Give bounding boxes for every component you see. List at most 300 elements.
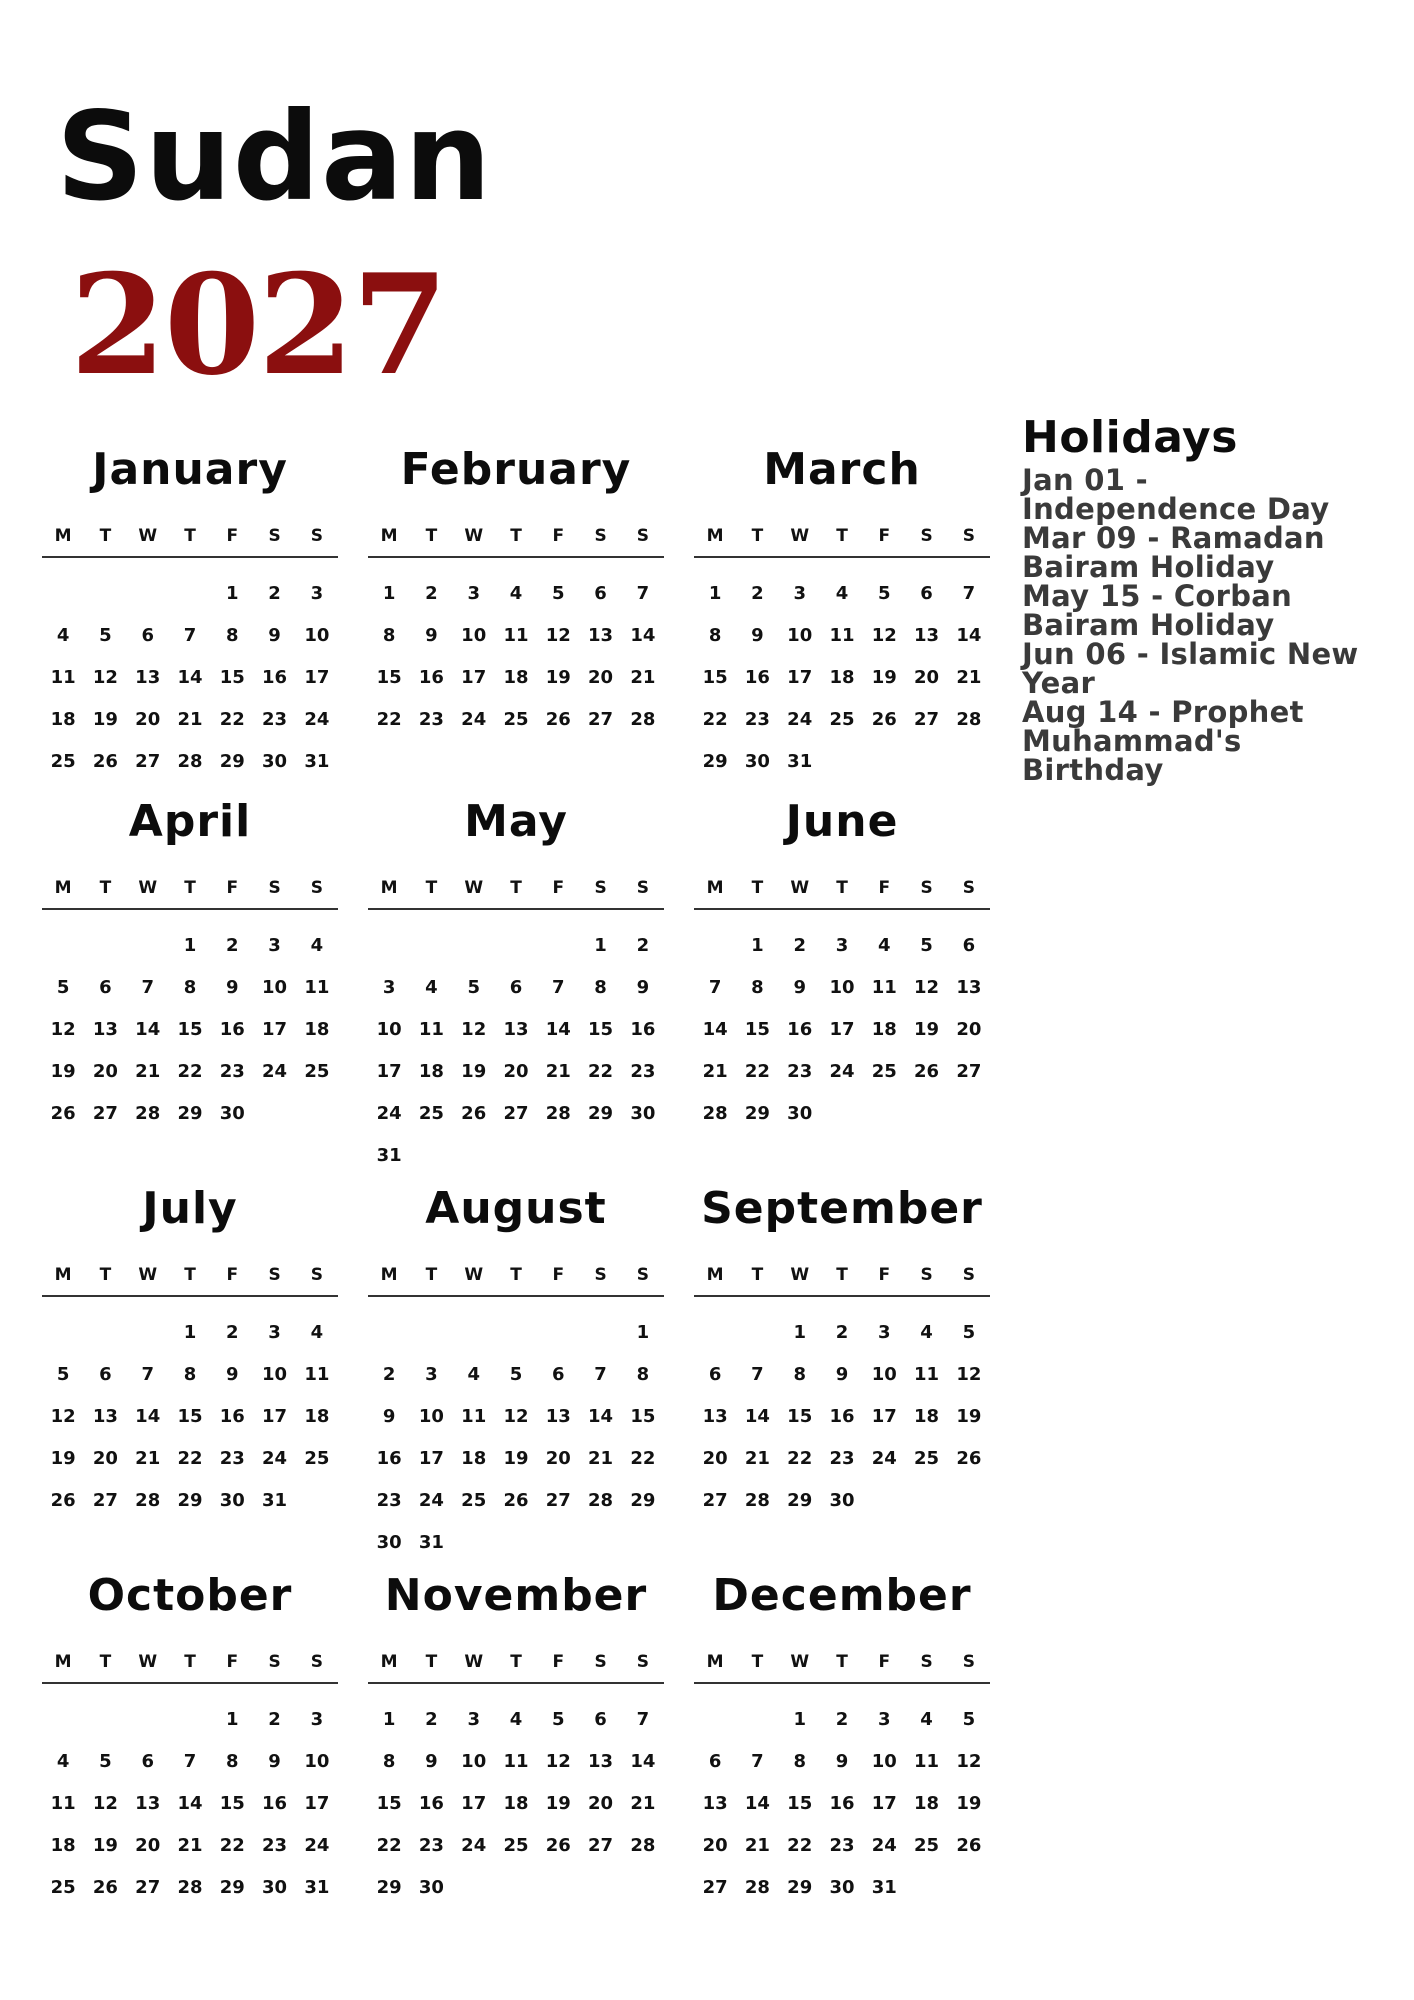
day-cell: 8 [183, 1364, 197, 1385]
weekday-label: S [636, 526, 649, 546]
weekday-label: F [552, 878, 565, 898]
day-cell: 28 [177, 1877, 203, 1898]
day-cell: 23 [262, 709, 288, 730]
day-cell: 18 [871, 1019, 897, 1040]
weekday-label: S [636, 1652, 649, 1672]
weekday-label: M [380, 526, 398, 546]
day-cell: 17 [418, 1448, 444, 1469]
weekday-label: T [751, 878, 764, 898]
day-cell: 15 [219, 667, 245, 688]
day-cell: 27 [92, 1490, 118, 1511]
day-cell: 4 [310, 1322, 324, 1343]
day-cell: 17 [461, 1793, 487, 1814]
weekday-label: M [380, 1652, 398, 1672]
day-cell: 7 [962, 583, 976, 604]
day-cell: 25 [50, 1877, 76, 1898]
weekday-header-row [694, 526, 990, 546]
day-cell: 19 [956, 1406, 982, 1427]
weekday-label: W [464, 1265, 484, 1285]
empty-cell [84, 1312, 126, 1354]
day-cell: 8 [226, 1751, 239, 1772]
day-cell: 28 [702, 1103, 728, 1124]
day-cell: 15 [588, 1019, 614, 1040]
day-cell: 27 [588, 709, 614, 730]
day-cell: 24 [418, 1490, 444, 1511]
days-grid [368, 1699, 664, 1909]
day-cell: 13 [956, 977, 982, 998]
month-name: April [128, 796, 252, 847]
day-cell: 10 [304, 625, 330, 646]
day-cell: 9 [425, 1751, 438, 1772]
empty-cell [42, 1312, 84, 1354]
day-cell: 30 [787, 1103, 813, 1124]
day-cell: 26 [545, 1835, 571, 1856]
weekday-label: W [138, 526, 158, 546]
days-grid [42, 1699, 338, 1909]
weekday-label: M [380, 1265, 398, 1285]
day-cell: 2 [268, 1709, 281, 1730]
header-divider [694, 908, 990, 910]
empty-cell [127, 1312, 169, 1354]
empty-cell [453, 1312, 495, 1354]
day-cell: 27 [545, 1490, 571, 1511]
day-cell: 3 [467, 583, 480, 604]
day-cell: 28 [177, 751, 203, 772]
day-cell: 1 [708, 583, 722, 604]
day-cell: 1 [382, 1709, 396, 1730]
day-cell: 30 [829, 1877, 855, 1898]
day-cell: 16 [376, 1448, 402, 1469]
day-cell: 18 [914, 1793, 940, 1814]
day-cell: 6 [920, 583, 933, 604]
days-grid [694, 1312, 990, 1522]
weekday-label: T [425, 526, 438, 546]
day-cell: 18 [829, 667, 855, 688]
day-cell: 5 [467, 977, 480, 998]
day-cell: 29 [588, 1103, 614, 1124]
day-cell: 8 [793, 1364, 806, 1385]
day-cell: 20 [914, 667, 940, 688]
day-cell: 22 [376, 709, 402, 730]
day-cell: 24 [304, 709, 330, 730]
weekday-label: T [751, 1652, 764, 1672]
day-cell: 21 [545, 1061, 571, 1082]
day-cell: 31 [304, 751, 330, 772]
day-cell: 28 [630, 1835, 656, 1856]
weekday-label: T [425, 1652, 438, 1672]
weekday-label: W [138, 1265, 158, 1285]
day-cell: 1 [183, 1322, 197, 1343]
day-cell: 11 [304, 977, 330, 998]
day-cell: 5 [99, 625, 112, 646]
empty-cell [42, 925, 84, 967]
day-cell: 15 [177, 1406, 203, 1427]
weekday-label: W [138, 878, 158, 898]
day-cell: 26 [871, 709, 897, 730]
empty-cell [42, 573, 84, 615]
weekday-label: F [226, 878, 239, 898]
day-cell: 7 [594, 1364, 607, 1385]
day-cell: 21 [702, 1061, 728, 1082]
day-cell: 23 [219, 1448, 245, 1469]
day-cell: 8 [382, 625, 396, 646]
day-cell: 10 [871, 1751, 897, 1772]
day-cell: 8 [594, 977, 607, 998]
empty-cell [495, 1312, 537, 1354]
day-cell: 3 [382, 977, 396, 998]
day-cell: 12 [50, 1019, 76, 1040]
day-cell: 28 [135, 1103, 161, 1124]
day-cell: 8 [183, 977, 197, 998]
days-grid [368, 1312, 664, 1564]
day-cell: 10 [461, 1751, 487, 1772]
weekday-label: T [836, 878, 848, 898]
month-name: March [763, 444, 921, 495]
day-cell: 15 [219, 1793, 245, 1814]
day-cell: 24 [829, 1061, 855, 1082]
day-cell: 29 [219, 751, 245, 772]
day-cell: 2 [425, 1709, 438, 1730]
day-cell: 17 [461, 667, 487, 688]
weekday-label: S [962, 878, 975, 898]
header-divider [368, 556, 664, 558]
day-cell: 18 [418, 1061, 444, 1082]
weekday-label: W [464, 1652, 484, 1672]
day-cell: 22 [630, 1448, 656, 1469]
day-cell: 4 [509, 583, 523, 604]
weekday-label: M [54, 526, 72, 546]
day-cell: 27 [914, 709, 940, 730]
day-cell: 4 [425, 977, 438, 998]
day-cell: 4 [56, 625, 70, 646]
day-cell: 14 [135, 1019, 161, 1040]
day-cell: 20 [503, 1061, 529, 1082]
day-cell: 14 [588, 1406, 614, 1427]
month-july [42, 1184, 338, 1544]
empty-cell [127, 925, 169, 967]
weekday-label: T [184, 1265, 196, 1285]
day-cell: 10 [262, 977, 288, 998]
day-cell: 14 [545, 1019, 571, 1040]
weekday-label: W [464, 526, 484, 546]
weekday-label: T [836, 526, 848, 546]
day-cell: 12 [545, 1751, 571, 1772]
day-cell: 22 [588, 1061, 614, 1082]
weekday-label: T [510, 878, 522, 898]
day-cell: 25 [503, 709, 529, 730]
day-cell: 8 [751, 977, 764, 998]
day-cell: 23 [744, 709, 770, 730]
day-cell: 8 [226, 625, 239, 646]
weekday-label: M [54, 1652, 72, 1672]
weekday-label: T [751, 526, 764, 546]
day-cell: 6 [99, 1364, 112, 1385]
weekday-label: M [706, 1265, 724, 1285]
empty-cell [453, 925, 495, 967]
day-cell: 6 [509, 977, 523, 998]
day-cell: 9 [835, 1751, 849, 1772]
day-cell: 31 [871, 1877, 897, 1898]
day-cell: 13 [135, 667, 161, 688]
header-divider [42, 908, 338, 910]
day-cell: 3 [467, 1709, 480, 1730]
month-september [694, 1184, 990, 1544]
day-cell: 17 [262, 1406, 288, 1427]
empty-cell [368, 1312, 410, 1354]
weekday-label: F [552, 1652, 565, 1672]
day-cell: 18 [503, 667, 529, 688]
month-name: August [425, 1183, 607, 1234]
month-name: December [712, 1570, 972, 1621]
day-cell: 17 [871, 1406, 897, 1427]
day-cell: 2 [425, 583, 438, 604]
empty-cell [537, 1312, 579, 1354]
day-cell: 30 [262, 1877, 288, 1898]
day-cell: 21 [630, 1793, 656, 1814]
weekday-label: T [184, 1652, 196, 1672]
day-cell: 26 [92, 751, 118, 772]
empty-cell [537, 925, 579, 967]
day-cell: 18 [50, 709, 76, 730]
month-january [42, 445, 338, 805]
day-cell: 17 [829, 1019, 855, 1040]
weekday-label: F [552, 526, 565, 546]
days-grid [368, 925, 664, 1177]
day-cell: 13 [92, 1406, 118, 1427]
day-cell: 12 [50, 1406, 76, 1427]
day-cell: 20 [135, 1835, 161, 1856]
day-cell: 30 [376, 1532, 402, 1553]
day-cell: 21 [744, 1448, 770, 1469]
weekday-label: F [226, 526, 239, 546]
day-cell: 11 [914, 1364, 940, 1385]
day-cell: 29 [787, 1877, 813, 1898]
days-grid [694, 573, 990, 783]
day-cell: 24 [461, 1835, 487, 1856]
day-cell: 1 [183, 935, 197, 956]
day-cell: 25 [503, 1835, 529, 1856]
day-cell: 1 [793, 1709, 806, 1730]
header-divider [694, 556, 990, 558]
day-cell: 31 [304, 1877, 330, 1898]
day-cell: 3 [310, 1709, 324, 1730]
weekday-label: S [268, 1652, 281, 1672]
day-cell: 4 [509, 1709, 523, 1730]
day-cell: 16 [262, 1793, 288, 1814]
day-cell: 27 [135, 751, 161, 772]
weekday-header-row [42, 878, 338, 898]
day-cell: 31 [262, 1490, 288, 1511]
weekday-label: T [751, 1265, 764, 1285]
day-cell: 27 [92, 1103, 118, 1124]
day-cell: 10 [304, 1751, 330, 1772]
day-cell: 2 [793, 935, 806, 956]
day-cell: 15 [630, 1406, 656, 1427]
day-cell: 28 [744, 1877, 770, 1898]
day-cell: 26 [461, 1103, 487, 1124]
day-cell: 19 [871, 667, 897, 688]
day-cell: 12 [956, 1364, 982, 1385]
weekday-label: T [425, 878, 438, 898]
day-cell: 16 [262, 667, 288, 688]
weekday-label: S [594, 1652, 607, 1672]
day-cell: 3 [268, 1322, 281, 1343]
day-cell: 22 [177, 1448, 203, 1469]
day-cell: 13 [914, 625, 940, 646]
day-cell: 16 [829, 1793, 855, 1814]
day-cell: 30 [418, 1877, 444, 1898]
day-cell: 1 [382, 583, 396, 604]
empty-cell [127, 1699, 169, 1741]
day-cell: 22 [744, 1061, 770, 1082]
weekday-label: T [836, 1265, 848, 1285]
day-cell: 8 [382, 1751, 396, 1772]
weekday-header-row [42, 1652, 338, 1672]
day-cell: 27 [503, 1103, 529, 1124]
day-cell: 9 [751, 625, 764, 646]
day-cell: 14 [630, 625, 656, 646]
day-cell: 21 [744, 1835, 770, 1856]
day-cell: 20 [588, 1793, 614, 1814]
weekday-label: M [54, 1265, 72, 1285]
day-cell: 21 [177, 709, 203, 730]
day-cell: 24 [461, 709, 487, 730]
day-cell: 1 [226, 1709, 239, 1730]
weekday-label: M [706, 878, 724, 898]
month-may [368, 796, 664, 1166]
day-cell: 25 [829, 709, 855, 730]
day-cell: 14 [744, 1793, 770, 1814]
day-cell: 2 [636, 935, 650, 956]
day-cell: 4 [310, 935, 324, 956]
day-cell: 14 [630, 1751, 656, 1772]
day-cell: 19 [50, 1061, 76, 1082]
weekday-header-row [368, 878, 664, 898]
header-divider [368, 1295, 664, 1297]
day-cell: 5 [56, 1364, 70, 1385]
empty-cell [169, 1699, 211, 1741]
day-cell: 22 [702, 709, 728, 730]
month-october [42, 1571, 338, 1931]
day-cell: 20 [956, 1019, 982, 1040]
header-divider [42, 556, 338, 558]
days-grid [42, 925, 338, 1135]
weekday-label: T [510, 526, 522, 546]
day-cell: 26 [956, 1448, 982, 1469]
empty-cell [84, 925, 126, 967]
weekday-header-row [368, 1265, 664, 1285]
day-cell: 23 [376, 1490, 402, 1511]
day-cell: 2 [835, 1709, 849, 1730]
day-cell: 29 [702, 751, 728, 772]
weekday-label: T [184, 878, 196, 898]
holidays-panel [1022, 414, 1392, 785]
weekday-label: M [706, 526, 724, 546]
day-cell: 16 [787, 1019, 813, 1040]
day-cell: 17 [787, 667, 813, 688]
day-cell: 5 [962, 1322, 976, 1343]
day-cell: 16 [744, 667, 770, 688]
day-cell: 8 [636, 1364, 650, 1385]
day-cell: 10 [871, 1364, 897, 1385]
weekday-label: S [594, 878, 607, 898]
day-cell: 19 [92, 1835, 118, 1856]
day-cell: 11 [418, 1019, 444, 1040]
day-cell: 24 [787, 709, 813, 730]
day-cell: 29 [744, 1103, 770, 1124]
day-cell: 13 [92, 1019, 118, 1040]
empty-cell [84, 573, 126, 615]
header-divider [694, 1682, 990, 1684]
day-cell: 15 [787, 1793, 813, 1814]
day-cell: 5 [509, 1364, 523, 1385]
day-cell: 20 [92, 1061, 118, 1082]
day-cell: 2 [226, 935, 239, 956]
weekday-label: S [962, 1265, 975, 1285]
day-cell: 23 [829, 1448, 855, 1469]
weekday-label: F [878, 878, 891, 898]
month-name: September [701, 1183, 983, 1234]
holiday-item: May 15 - Corban Bairam Holiday [1022, 579, 1293, 642]
day-cell: 6 [141, 625, 154, 646]
weekday-label: S [636, 878, 649, 898]
day-cell: 7 [141, 1364, 154, 1385]
day-cell: 3 [793, 583, 806, 604]
day-cell: 19 [545, 667, 571, 688]
day-cell: 11 [50, 1793, 76, 1814]
day-cell: 17 [262, 1019, 288, 1040]
day-cell: 19 [503, 1448, 529, 1469]
day-cell: 28 [545, 1103, 571, 1124]
day-cell: 5 [552, 1709, 565, 1730]
day-cell: 4 [920, 1709, 933, 1730]
header-divider [368, 908, 664, 910]
day-cell: 15 [702, 667, 728, 688]
day-cell: 1 [636, 1322, 650, 1343]
day-cell: 21 [588, 1448, 614, 1469]
weekday-label: S [920, 878, 933, 898]
day-cell: 7 [141, 977, 154, 998]
month-april [42, 797, 338, 1157]
day-cell: 25 [50, 751, 76, 772]
day-cell: 13 [588, 625, 614, 646]
day-cell: 10 [461, 625, 487, 646]
weekday-label: S [920, 526, 933, 546]
day-cell: 12 [956, 1751, 982, 1772]
day-cell: 28 [956, 709, 982, 730]
day-cell: 28 [588, 1490, 614, 1511]
day-cell: 29 [630, 1490, 656, 1511]
day-cell: 11 [50, 667, 76, 688]
month-name: January [92, 444, 288, 495]
day-cell: 7 [636, 583, 650, 604]
weekday-header-row [694, 1265, 990, 1285]
month-june [694, 797, 990, 1157]
day-cell: 20 [702, 1835, 728, 1856]
empty-cell [410, 925, 452, 967]
weekday-label: S [310, 1265, 323, 1285]
day-cell: 22 [177, 1061, 203, 1082]
day-cell: 5 [878, 583, 891, 604]
day-cell: 10 [418, 1406, 444, 1427]
empty-cell [694, 925, 736, 967]
weekday-label: W [464, 878, 484, 898]
day-cell: 15 [376, 1793, 402, 1814]
holiday-item: Aug 14 - Prophet Muhammad's Birthday [1022, 695, 1304, 787]
day-cell: 25 [418, 1103, 444, 1124]
day-cell: 2 [268, 583, 281, 604]
day-cell: 3 [835, 935, 849, 956]
